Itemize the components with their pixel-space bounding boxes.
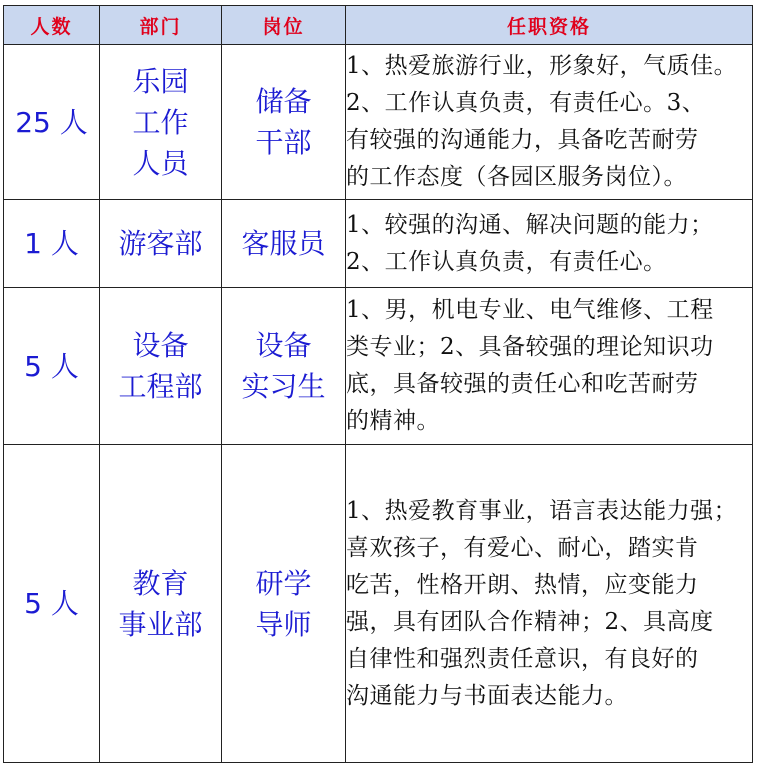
requirement-line: 2、工作认真负责，有责任心。3、 bbox=[346, 90, 706, 116]
department-line: 设备 bbox=[132, 329, 189, 362]
department-line: 事业部 bbox=[118, 607, 203, 641]
header-count: 人数 bbox=[4, 6, 100, 45]
requirement-line: 有较强的沟通能力，具备吃苦耐劳 bbox=[346, 127, 699, 153]
position-cell bbox=[222, 200, 346, 288]
count-value: 5 人 bbox=[24, 587, 79, 620]
requirement-line: 的工作态度（各园区服务岗位）。 bbox=[346, 164, 687, 190]
count-value: 1 人 bbox=[24, 227, 79, 260]
requirement-line: 2、工作认真负责，有责任心。 bbox=[346, 248, 667, 275]
header-requirements: 任职资格 bbox=[346, 6, 753, 45]
count-cell bbox=[4, 288, 100, 445]
department-line: 工作 bbox=[132, 105, 189, 139]
recruitment-table bbox=[3, 5, 753, 763]
department-line: 乐园 bbox=[132, 64, 189, 98]
table-row bbox=[4, 288, 753, 445]
position-line: 导师 bbox=[255, 607, 312, 641]
count-value: 5 人 bbox=[24, 349, 79, 383]
position-line: 干部 bbox=[255, 126, 312, 159]
requirement-line: 底，具备较强的责任心和吃苦耐劳 bbox=[346, 371, 699, 397]
department-line: 游客部 bbox=[118, 227, 203, 260]
count-cell bbox=[4, 200, 100, 288]
department-cell bbox=[100, 45, 222, 200]
department-line: 人员 bbox=[132, 146, 189, 180]
position-line: 研学 bbox=[255, 566, 312, 600]
requirement-line: 1、男，机电专业、电气维修、工程 bbox=[346, 297, 714, 323]
position-line: 实习生 bbox=[241, 370, 326, 403]
requirement-line: 强，具有团队合作精神；2、具高度 bbox=[346, 608, 714, 635]
count-cell bbox=[4, 445, 100, 763]
department-cell bbox=[100, 445, 222, 763]
table-row bbox=[4, 445, 753, 763]
position-cell bbox=[222, 445, 346, 763]
header-row bbox=[4, 6, 753, 45]
requirement-line: 的精神。 bbox=[346, 408, 440, 434]
position-line: 储备 bbox=[255, 85, 312, 118]
requirement-line: 吃苦，性格开朗、热情，应变能力 bbox=[346, 571, 699, 598]
requirement-line: 类专业；2、具备较强的理论知识功 bbox=[346, 334, 714, 360]
requirement-line: 沟通能力与书面表达能力。 bbox=[346, 682, 628, 709]
requirement-line: 1、热爱教育事业，语言表达能力强； bbox=[346, 497, 738, 524]
requirement-line: 自律性和强烈责任意识，有良好的 bbox=[346, 645, 699, 672]
requirements-cell bbox=[346, 445, 753, 763]
requirements-cell bbox=[346, 200, 753, 288]
position-cell bbox=[222, 288, 346, 445]
requirements-cell bbox=[346, 45, 753, 200]
department-line: 教育 bbox=[132, 566, 189, 600]
count-value: 25 人 bbox=[15, 105, 88, 139]
count-cell bbox=[4, 45, 100, 200]
position-line: 设备 bbox=[255, 329, 312, 362]
position-cell bbox=[222, 45, 346, 200]
department-line: 工程部 bbox=[118, 370, 203, 403]
position-line: 客服员 bbox=[241, 227, 326, 260]
requirement-line: 1、热爱旅游行业，形象好，气质佳。 bbox=[346, 53, 738, 79]
requirement-line: 1、较强的沟通、解决问题的能力； bbox=[346, 211, 714, 238]
table-row bbox=[4, 45, 753, 200]
department-cell bbox=[100, 288, 222, 445]
requirement-line: 喜欢孩子，有爱心、耐心，踏实肯 bbox=[346, 534, 699, 561]
table-row bbox=[4, 200, 753, 288]
header-department: 部门 bbox=[100, 6, 222, 45]
requirements-cell bbox=[346, 288, 753, 445]
department-cell bbox=[100, 200, 222, 288]
header-position: 岗位 bbox=[222, 6, 346, 45]
